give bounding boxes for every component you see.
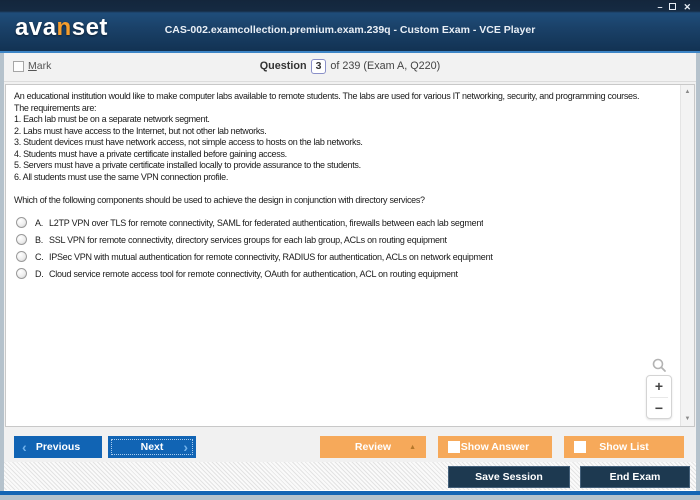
window-controls <box>657 3 691 12</box>
requirements-label: The requirements are: <box>14 102 97 113</box>
question-intro: An educational institution would like to make computer labs available to remote students. The labs are used for various IT networking, security, and programming courses. <box>14 91 640 101</box>
question-scrollbar[interactable] <box>680 85 694 426</box>
logo-part1: ava <box>15 14 57 41</box>
scroll-down-icon[interactable]: ▼ <box>684 416 691 422</box>
question-label: Question <box>259 60 307 72</box>
option-letter: A. <box>35 217 44 228</box>
requirement-4: 4. Students must have a private certificate installed before gaining access. <box>14 148 287 159</box>
answer-option-d[interactable] <box>14 265 675 282</box>
question-number: 3 <box>311 59 327 74</box>
next-label: Next <box>140 441 164 453</box>
option-text: IPSec VPN with mutual authentication for remote connectivity, RADIUS for authentication, ACLs on network equipment <box>49 251 493 262</box>
option-letter: D. <box>35 268 44 279</box>
window-title: CAS-002.examcollection.premium.exam.239q - Custom Exam - VCE Player <box>164 24 536 36</box>
show-answer-checkbox[interactable] <box>448 441 460 453</box>
question-position <box>4 59 696 74</box>
radio-icon[interactable] <box>16 217 27 228</box>
answer-option-c[interactable] <box>14 248 675 265</box>
window-border-right <box>696 53 700 500</box>
previous-label: Previous <box>35 441 81 453</box>
show-list-button[interactable] <box>564 436 684 458</box>
requirement-3: 3. Student devices must have network access, not simple access to hosts on the lab networks. <box>14 137 363 147</box>
previous-button[interactable] <box>14 436 102 458</box>
zoom-in-button[interactable]: + <box>654 378 664 394</box>
chevron-left-icon: ‹ <box>22 439 27 455</box>
radio-icon[interactable] <box>16 268 27 279</box>
zoom-controls <box>646 375 672 419</box>
window-border-bottom <box>0 495 700 500</box>
end-exam-label: End Exam <box>609 471 661 483</box>
option-text: SSL VPN for remote connectivity, directory services groups for each lab group, ACLs on routing equipment <box>49 234 447 245</box>
question-prompt: Which of the following components should be used to achieve the design in conjunction with directory services? <box>14 194 425 205</box>
triangle-up-icon: ▲ <box>409 443 416 451</box>
session-bar <box>4 462 696 491</box>
question-content <box>6 85 679 426</box>
spacer-line <box>14 183 675 195</box>
requirement-2: 2. Labs must have access to the Internet, but not other lab networks. <box>14 125 267 136</box>
requirement-6: 6. All students must use the same VPN connection profile. <box>14 171 229 182</box>
zoom-out-button[interactable]: − <box>654 400 664 416</box>
option-text: L2TP VPN over TLS for remote connectivity, SAML for federated authentication, firewalls between each lab segment <box>49 217 484 228</box>
question-panel <box>5 84 695 427</box>
requirement-5: 5. Servers must have a private certificate installed locally to provide assurance to the students. <box>14 160 361 170</box>
minimize-icon[interactable]: – <box>657 2 663 12</box>
show-answer-label: Show Answer <box>460 441 530 453</box>
answer-option-b[interactable] <box>14 231 675 248</box>
zoom-widget <box>646 357 672 419</box>
save-session-button[interactable] <box>448 466 570 488</box>
radio-icon[interactable] <box>16 251 27 262</box>
titlebar <box>0 0 700 51</box>
window-border-left <box>0 53 4 500</box>
radio-icon[interactable] <box>16 234 27 245</box>
next-button[interactable] <box>108 436 196 458</box>
requirement-1: 1. Each lab must be on a separate network segment. <box>14 114 210 124</box>
scroll-up-icon[interactable]: ▲ <box>684 89 691 95</box>
mark-label[interactable]: Mark <box>28 60 52 72</box>
magnifier-icon[interactable] <box>651 357 667 373</box>
navigation-bar <box>4 428 696 462</box>
answer-option-a[interactable] <box>14 214 675 231</box>
option-letter: B. <box>35 234 44 245</box>
option-text: Cloud service remote access tool for remote connectivity, OAuth for authentication, ACL on routing equipment <box>49 268 458 279</box>
end-exam-button[interactable] <box>580 466 690 488</box>
logo-part2: set <box>71 14 108 41</box>
review-label: Review <box>354 441 392 453</box>
answer-options <box>14 214 675 282</box>
question-header-bar <box>4 53 696 82</box>
maximize-icon[interactable] <box>669 3 676 12</box>
logo-n: n <box>56 14 72 41</box>
review-button[interactable] <box>320 436 426 458</box>
close-icon[interactable]: ✕ <box>683 2 691 12</box>
option-letter: C. <box>35 251 44 262</box>
show-list-checkbox[interactable] <box>574 441 586 453</box>
show-answer-button[interactable] <box>438 436 552 458</box>
save-session-label: Save Session <box>475 471 543 483</box>
chevron-right-icon: › <box>183 439 188 455</box>
question-suffix: of 239 (Exam A, Q220) <box>330 60 441 72</box>
show-list-label: Show List <box>599 441 649 453</box>
